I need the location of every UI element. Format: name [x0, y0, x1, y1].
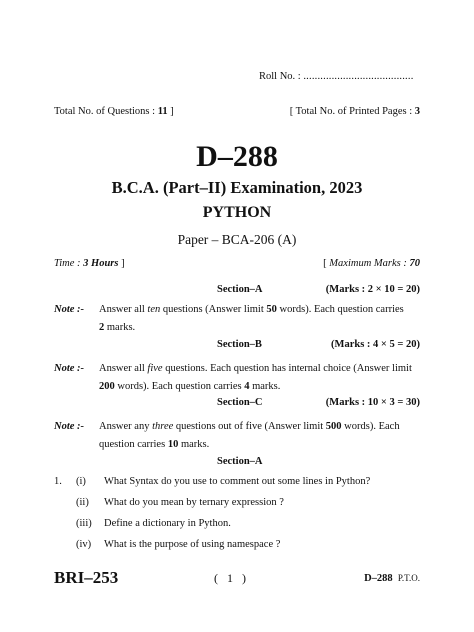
paper-title: Paper – BCA-206 (A) [177, 232, 297, 247]
roll-no-dots: ....................................... [303, 71, 414, 82]
section-c-marks: (Marks : 10 × 3 = 30) [325, 397, 420, 408]
question-part-text: What is the purpose of using namespace ? [104, 539, 281, 550]
footer-pto: P.T.O. [397, 573, 420, 583]
section-a-note: Answer all ten questions (Answer limit 50 words). Each question carries 2 marks. [99, 304, 404, 333]
total-questions-label: Total No. of Questions : [54, 106, 158, 117]
paper-code-title: D–288 [196, 140, 278, 173]
subject-title: PYTHON [202, 204, 272, 221]
question-number: 1. [54, 476, 62, 487]
question-part-label: (iv) [76, 539, 92, 550]
question-part-label: (iii) [76, 518, 92, 529]
time-label: Time : [54, 258, 84, 269]
section-c-note: Answer any three questions out of five (Answer limit 500 words). Each question carries 10 marks. [99, 421, 400, 450]
time-info: Time : 3 Hours ] [54, 258, 125, 269]
printed-pages [290, 106, 420, 117]
question-part-label: (ii) [76, 497, 89, 508]
question-part-text: What do you mean by ternary expression ? [104, 497, 284, 508]
section-c-heading: Section–C [217, 397, 263, 408]
max-marks-info: [ Maximum Marks : 70 [323, 258, 420, 269]
section-b-note: Answer all five questions. Each question has internal choice (Answer limit 200 words). Each question carries 4 marks. [99, 363, 412, 392]
time-value: 3 Hours [83, 258, 119, 269]
section-b-marks: (Marks : 4 × 5 = 20) [331, 339, 420, 350]
max-marks-label: Maximum Marks : [329, 258, 410, 269]
footer-right [364, 573, 420, 584]
printed-pages-value: 3 [414, 106, 420, 117]
roll-no-label: Roll No. : [259, 71, 301, 82]
question-part-text: Define a dictionary in Python. [104, 518, 231, 529]
section-a-note-label: Note :- [54, 304, 85, 315]
question-part-text: What Syntax do you use to comment out some lines in Python? [104, 476, 371, 487]
section-a-marks: (Marks : 2 × 10 = 20) [325, 284, 420, 295]
questions-section-heading: Section–A [217, 456, 263, 467]
exam-title: B.C.A. (Part–II) Examination, 2023 [111, 178, 363, 197]
max-marks-value: 70 [409, 258, 420, 269]
section-c-note-label: Note :- [54, 421, 85, 432]
roll-no [259, 71, 414, 82]
section-b-heading: Section–B [217, 339, 262, 350]
footer-paper-code: D–288 [364, 573, 393, 584]
section-b-note-label: Note :- [54, 363, 85, 374]
footer-page-number: ( 1 ) [214, 571, 246, 585]
total-questions-value: 11 [157, 106, 168, 117]
question-part-label: (i) [76, 476, 86, 487]
total-questions: Total No. of Questions : 11 ] [54, 106, 174, 117]
footer-code: BRI–253 [54, 568, 119, 587]
section-a-heading: Section–A [217, 284, 263, 295]
printed-pages-label: [ Total No. of Printed Pages : [289, 106, 415, 117]
